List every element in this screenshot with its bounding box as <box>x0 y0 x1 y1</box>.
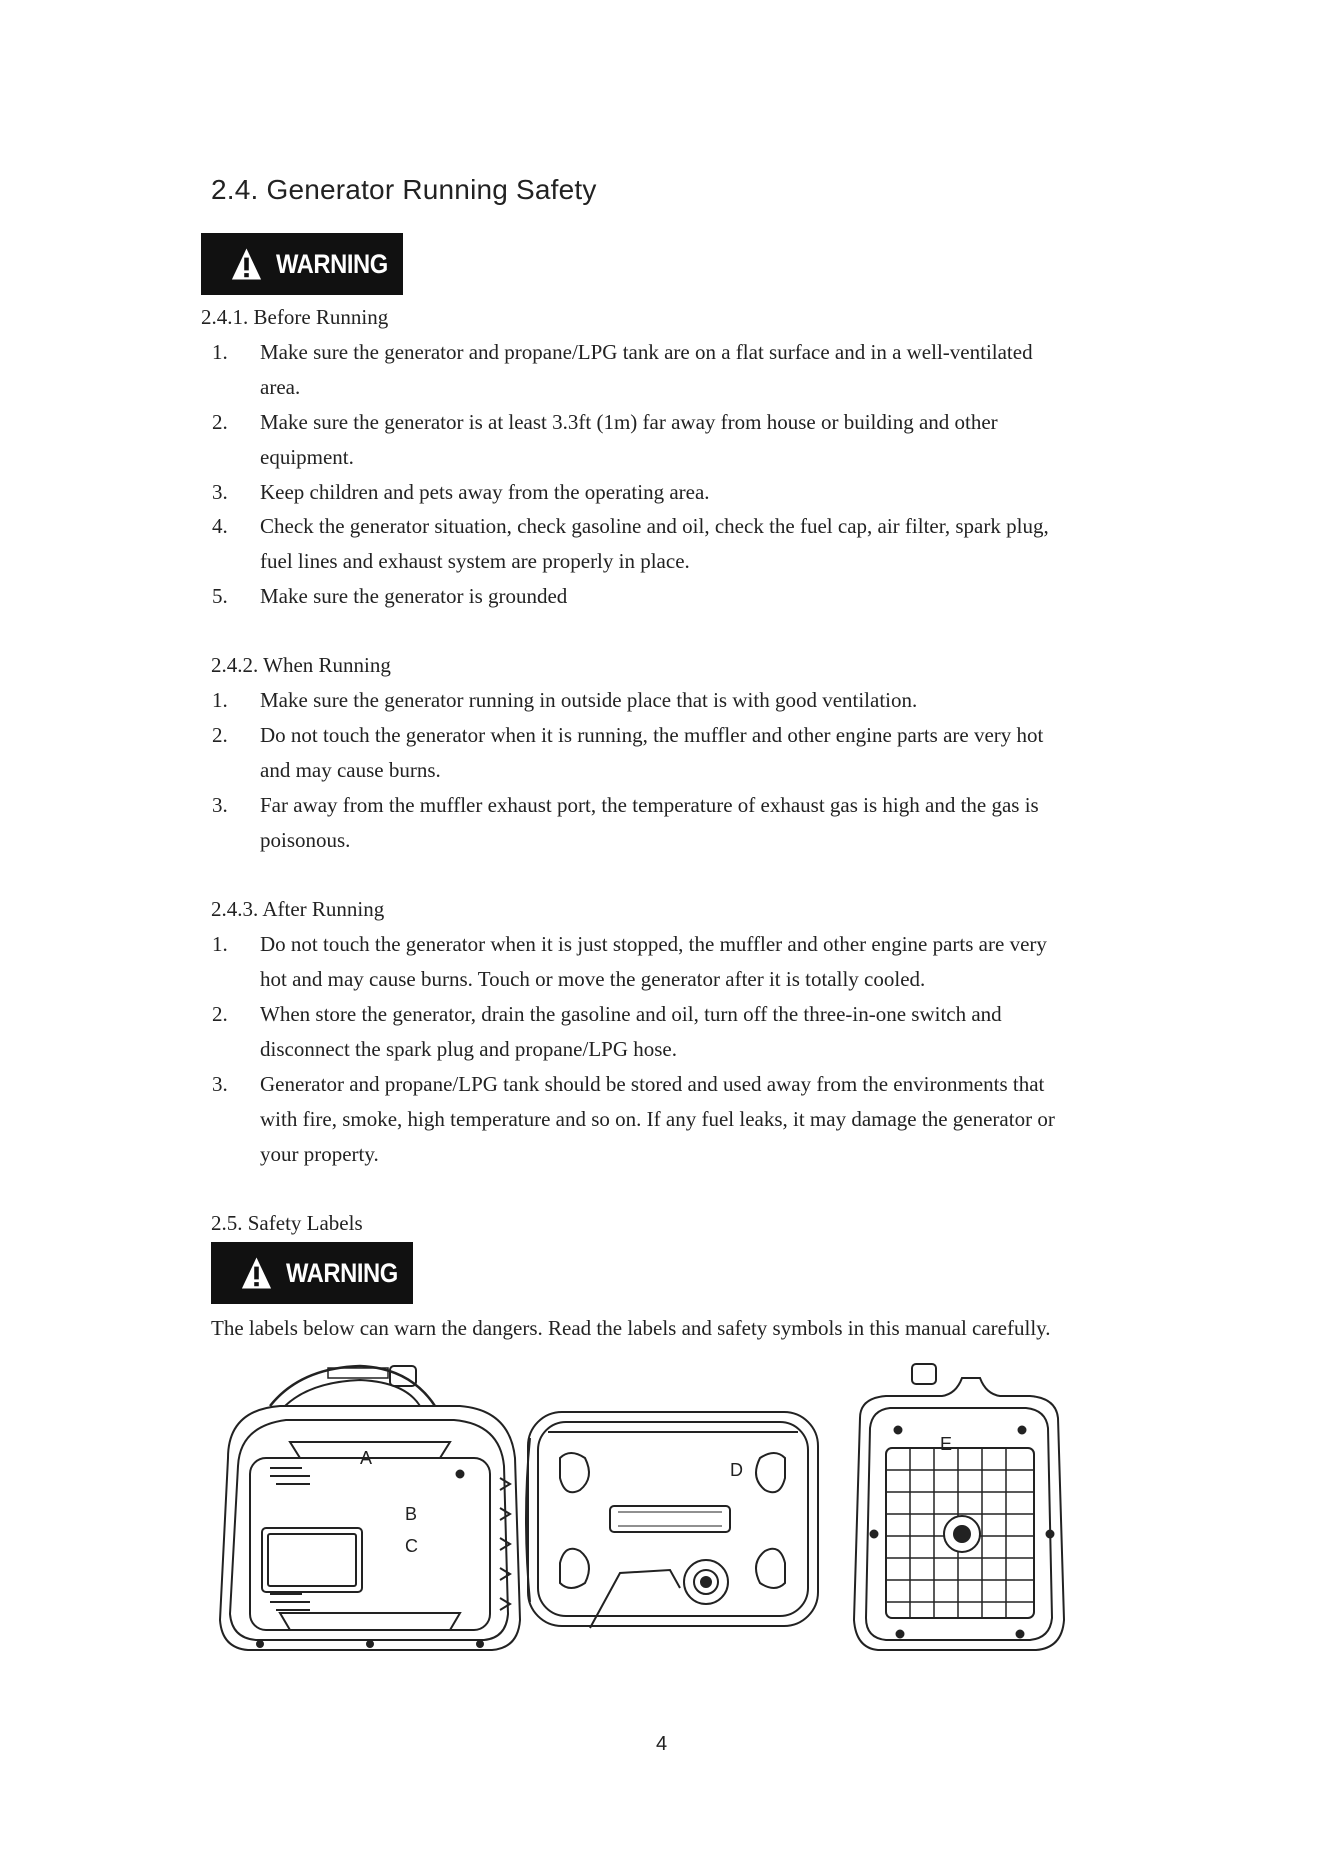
warning-text: WARNING <box>276 248 388 279</box>
safety-labels-heading: 2.5. Safety Labels <box>211 1211 363 1235</box>
list-item-line: Do not touch the generator when it is just stopped, the muffler and other engine parts are very <box>260 932 1047 956</box>
list-item-line: Make sure the generator and propane/LPG tank are on a flat surface and in a well-ventilated <box>260 340 1033 364</box>
list-item-line: When store the generator, drain the gasoline and oil, turn off the three-in-one switch and <box>260 1002 1002 1026</box>
list-number: 1. <box>212 340 228 364</box>
list-number: 5. <box>212 584 228 608</box>
marker-e: E <box>940 1434 953 1454</box>
list-item-line: Far away from the muffler exhaust port, the temperature of exhaust gas is high and the gas is <box>260 793 1039 817</box>
marker-d: D <box>730 1460 743 1480</box>
list-number: 2. <box>212 1002 228 1026</box>
before-running-heading: 2.4.1. Before Running <box>201 305 389 329</box>
list-item-line: poisonous. <box>260 828 351 852</box>
warning-triangle-icon <box>241 1254 272 1292</box>
list-number: 4. <box>212 514 228 538</box>
page-number: 4 <box>656 1733 668 1755</box>
list-item-line: Keep children and pets away from the operating area. <box>260 480 710 504</box>
warning-text: WARNING <box>286 1257 398 1288</box>
list-item-line: Make sure the generator is grounded <box>260 584 568 608</box>
warning-triangle-icon <box>231 245 262 283</box>
list-item-line: Make sure the generator is at least 3.3ft (1m) far away from house or building and other <box>260 410 998 434</box>
list-item-line: Generator and propane/LPG tank should be stored and used away from the environments that <box>260 1072 1045 1096</box>
list-item-line: Make sure the generator running in outside place that is with good ventilation. <box>260 688 918 712</box>
marker-a: A <box>360 1448 373 1468</box>
generator-top-view <box>526 1412 818 1628</box>
marker-c: C <box>405 1536 418 1556</box>
list-item-line: fuel lines and exhaust system are properly in place. <box>260 549 690 573</box>
warning-badge <box>211 1242 413 1304</box>
when-running-heading: 2.4.2. When Running <box>211 653 391 677</box>
list-item-line: disconnect the spark plug and propane/LPG hose. <box>260 1037 677 1061</box>
list-number: 2. <box>212 723 228 747</box>
warning-badge <box>201 233 403 295</box>
list-number: 1. <box>212 688 228 712</box>
list-item-line: Check the generator situation, check gasoline and oil, check the fuel cap, air filter, spark plug, <box>260 514 1049 538</box>
list-number: 3. <box>212 1072 228 1096</box>
list-item-line: Do not touch the generator when it is running, the muffler and other engine parts are very hot <box>260 723 1044 747</box>
list-number: 3. <box>212 793 228 817</box>
list-item-line: hot and may cause burns. Touch or move the generator after it is totally cooled. <box>260 967 926 991</box>
generator-side-view <box>220 1366 520 1650</box>
marker-b: B <box>405 1504 418 1524</box>
list-number: 3. <box>212 480 228 504</box>
safety-labels-intro: The labels below can warn the dangers. Read the labels and safety symbols in this manual carefully. <box>211 1316 1051 1340</box>
list-number: 2. <box>212 410 228 434</box>
list-item-line: equipment. <box>260 445 354 469</box>
after-running-heading: 2.4.3. After Running <box>211 897 385 921</box>
list-item-line: and may cause burns. <box>260 758 441 782</box>
list-item-line: with fire, smoke, high temperature and so on. If any fuel leaks, it may damage the generator or <box>260 1107 1055 1131</box>
list-item-line: your property. <box>260 1142 379 1166</box>
section-title: 2.4. Generator Running Safety <box>211 174 597 205</box>
generator-diagrams <box>210 1358 1110 1658</box>
list-item-line: area. <box>260 375 301 399</box>
generator-rear-view <box>854 1364 1064 1650</box>
list-number: 1. <box>212 932 228 956</box>
